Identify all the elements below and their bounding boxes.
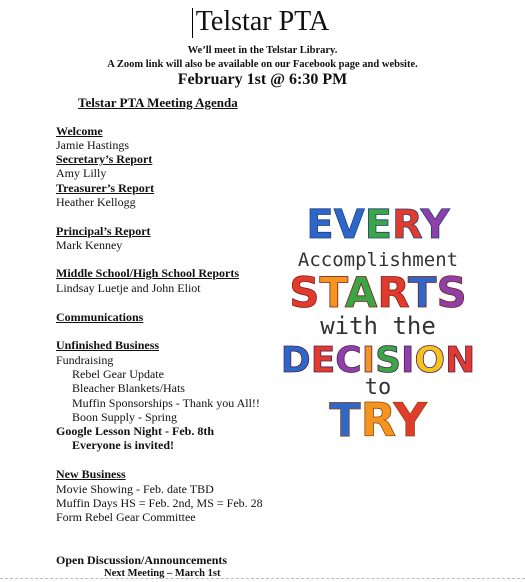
heading-mshs: Middle School/High School Reports — [56, 266, 240, 280]
heading-new-business: New Business — [56, 467, 126, 481]
page-title: Telstar PTA — [195, 6, 330, 37]
google-night: Google Lesson Night - Feb. 8th — [56, 424, 215, 438]
treasurer-name: Heather Kellogg — [56, 195, 136, 209]
heading-treasurer: Treasurer’s Report — [56, 181, 155, 195]
motivational-poster — [280, 200, 476, 445]
heading-secretary: Secretary’s Report — [56, 152, 153, 166]
poster-every-letter: E — [364, 202, 393, 248]
list-item: Form Rebel Gear Committee — [56, 510, 196, 524]
next-meeting: Next Meeting – March 1st — [104, 568, 221, 579]
heading-communications: Communications — [56, 310, 144, 324]
poster-starts-letter: A — [344, 268, 378, 317]
heading-welcome: Welcome — [56, 124, 103, 138]
list-item: Muffin Sponsorships - Thank you All!! — [72, 396, 260, 410]
poster-try-letter: T — [329, 393, 361, 445]
poster-with-the: with the — [320, 312, 436, 340]
poster-starts-letter: S — [289, 268, 320, 317]
poster-starts-letter: T — [319, 268, 345, 317]
poster-starts-letter: S — [436, 268, 467, 317]
meeting-date: February 1st @ 6:30 PM — [177, 71, 348, 88]
poster-decision-letter: I — [401, 340, 415, 381]
poster-decision-letter: E — [310, 340, 336, 381]
poster-decision-letter: O — [414, 340, 446, 381]
poster-decision-letter: I — [361, 340, 376, 381]
welcome-name: Jamie Hastings — [56, 138, 129, 152]
poster-every-letter: R — [392, 202, 421, 248]
page-edge-line — [0, 578, 525, 579]
agenda-title: Telstar PTA Meeting Agenda — [78, 95, 238, 110]
poster-decision-letter: C — [335, 340, 362, 381]
list-item: Movie Showing - Feb. date TBD — [56, 482, 214, 496]
poster-try-letter: Y — [393, 393, 427, 445]
poster-every — [306, 202, 450, 248]
heading-principal: Principal’s Report — [56, 224, 151, 238]
list-item: Rebel Gear Update — [72, 367, 164, 381]
poster-every-letter: E — [306, 202, 334, 248]
poster-starts — [289, 268, 467, 317]
fundraising-label: Fundraising — [56, 353, 114, 367]
poster-accomplishment: Accomplishment — [297, 249, 459, 271]
list-item: Muffin Days HS = Feb. 2nd, MS = Feb. 28 — [56, 496, 263, 510]
poster-to: to — [364, 375, 392, 400]
google-invite: Everyone is invited! — [72, 438, 174, 452]
poster-decision-letter: N — [445, 340, 476, 381]
meeting-location: We’ll meet in the Telstar Library. — [187, 45, 338, 56]
poster-starts-letter: R — [377, 268, 408, 317]
principal-name: Mark Kenney — [56, 238, 123, 252]
open-discussion: Open Discussion/Announcements — [56, 553, 228, 567]
zoom-note: A Zoom link will also be available on our Facebook page and website. — [107, 59, 418, 70]
secretary-name: Amy Lilly — [56, 166, 107, 180]
poster-every-letter: V — [333, 202, 365, 248]
poster-decision-letter: S — [375, 340, 402, 381]
poster-starts-letter: T — [407, 268, 437, 317]
mshs-names: Lindsay Luetje and John Eliot — [56, 281, 201, 295]
list-item: Boon Supply - Spring — [72, 410, 178, 424]
poster-every-letter: Y — [420, 202, 450, 248]
poster-decision-letter: D — [280, 340, 311, 381]
poster-try — [329, 393, 427, 445]
heading-unfinished: Unfinished Business — [56, 338, 160, 352]
list-item: Bleacher Blankets/Hats — [72, 381, 185, 395]
poster-try-letter: R — [360, 393, 394, 445]
